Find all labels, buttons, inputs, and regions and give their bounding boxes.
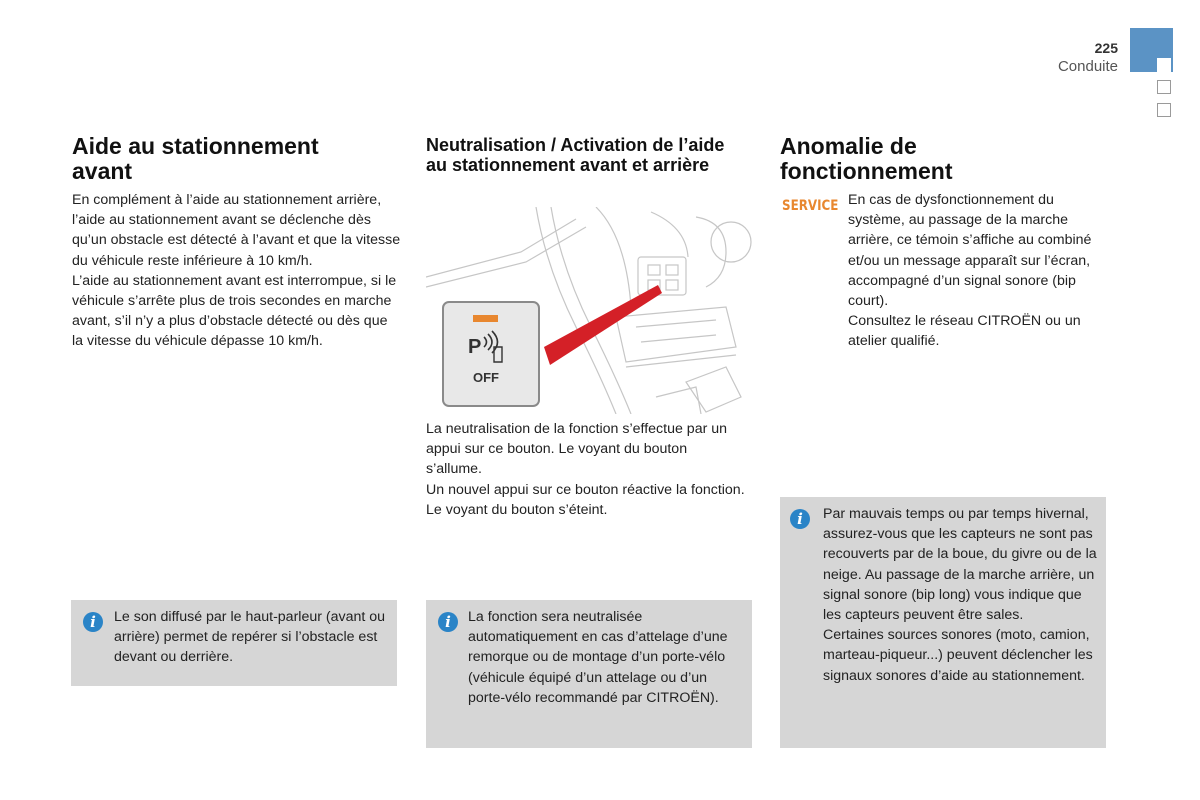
dashboard-drawing: [426, 207, 752, 414]
section-title: Conduite: [1057, 58, 1118, 75]
paragraph: En complément à l’aide au stationnement arrière, l’aide au stationnement avant se déclenche dès qu’un obstacle est détecté à l’avant et que la vitesse du véhicule reste inférieure à 10 km/h.: [72, 192, 401, 269]
info-icon: i: [438, 612, 458, 632]
neutralisation-text: [426, 419, 746, 520]
page-number: 225: [1094, 40, 1118, 56]
dashboard-illustration: [426, 207, 752, 414]
service-warning-icon: SERVICE: [782, 198, 839, 214]
front-parking-text: [72, 190, 402, 352]
button-indicator-light: [473, 315, 498, 322]
chapter-marker-active: [1157, 58, 1171, 72]
paragraph: En cas de dysfonctionnement du système, au passage de la marche arrière, ce témoin s’affiche au combiné et/ou un message apparaît sur l’écran, accompagné d’un signal sonore (bip court).: [848, 192, 1092, 310]
chapter-marker: [1157, 103, 1171, 117]
paragraph: L’aide au stationnement avant est interrompue, si le véhicule s’arrête plus de trois secondes en marche avant, s’il n’y a plus d’obstacle détecté ou dès que la vitesse du véhicule dépasse 10 km/h.: [72, 272, 397, 350]
info-text: Le son diffusé par le haut-parleur (avant ou arrière) permet de repérer si l’obstacle est devant ou derrière.: [114, 609, 386, 666]
info-icon: i: [790, 509, 810, 529]
neutralisation-title: Neutralisation / Activation de l’aide au stationnement avant et arrière: [426, 135, 725, 175]
malfunction-text: [848, 190, 1110, 352]
info-paragraph: Par mauvais temps ou par temps hivernal, assurez-vous que les capteurs ne sont pas recouverts par de la boue, du givre ou de la neige. Au passage de la marche arrière, un signal sonore (bip long) vous indique que les capteurs peuvent être sales.: [823, 506, 1097, 624]
paragraph: La neutralisation de la fonction s’effectue par un appui sur ce bouton. Le voyant du bouton s’allume.: [426, 421, 728, 478]
parking-symbol: P: [468, 336, 482, 358]
info-box-towing: [426, 600, 752, 748]
info-text: [823, 504, 1099, 686]
front-parking-title: Aide au stationnement avant: [72, 133, 319, 184]
info-paragraph: Certaines sources sonores (moto, camion, marteau-piqueur...) peuvent déclencher les signaux sonores d’aide au stationnement.: [823, 627, 1093, 684]
malfunction-title: Anomalie de fonctionnement: [780, 133, 953, 184]
info-text: La fonction sera neutralisée automatiquement en cas d’attelage d’une remorque ou de montage d’un porte-vélo (véhicule équipé d’un attelage ou d’un porte-vélo recommandé par CITROËN).: [468, 609, 728, 706]
button-off-label: OFF: [473, 370, 499, 385]
info-icon: i: [83, 612, 103, 632]
paragraph: Un nouvel appui sur ce bouton réactive la fonction. Le voyant du bouton s’éteint.: [426, 481, 745, 518]
chapter-marker: [1157, 80, 1171, 94]
paragraph: Consultez le réseau CITROËN ou un atelier qualifié.: [848, 313, 1081, 350]
info-box-weather: [780, 497, 1106, 748]
info-box-speaker: [71, 600, 397, 686]
